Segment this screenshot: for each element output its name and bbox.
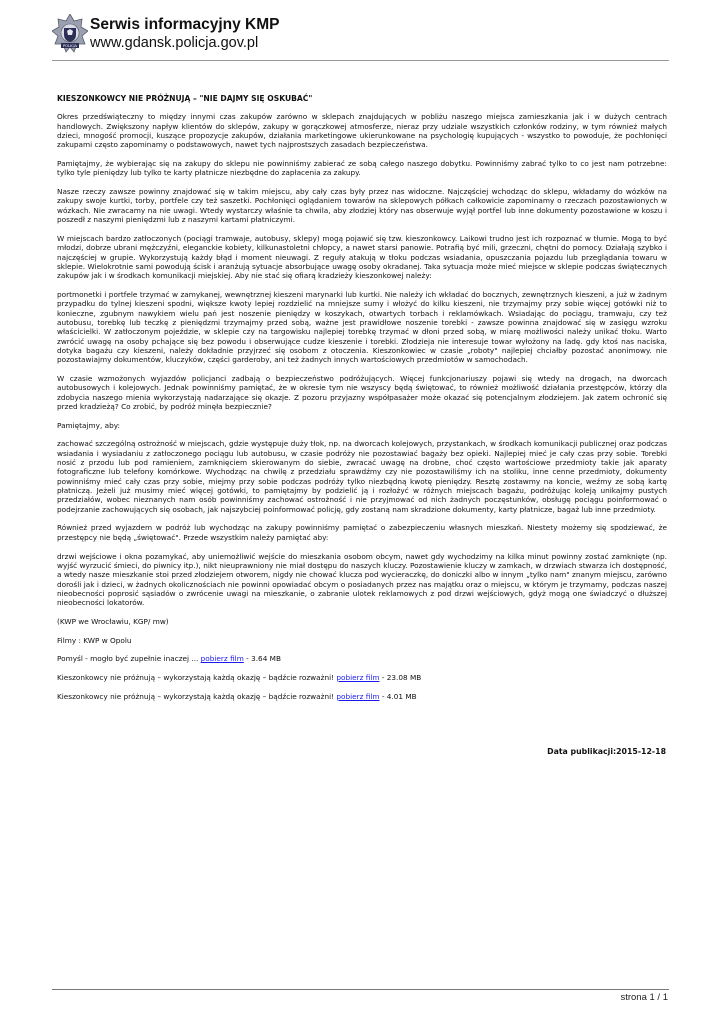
download-title: Pomyśl - mogło być zupełnie inaczej ... — [57, 654, 201, 664]
publication-date: Data publikacji:2015-12-18 — [547, 747, 666, 756]
source-credit: (KWP we Wrocławiu, KGP/ mw) — [57, 616, 169, 626]
films-credit: Filmy : KWP w Opolu — [57, 635, 132, 645]
download-size: - 4.01 MB — [379, 691, 417, 701]
download-line — [57, 654, 667, 663]
download-line — [57, 673, 667, 682]
page-number: strona 1 / 1 — [620, 992, 668, 1003]
site-url: www.gdansk.policja.gov.pl — [90, 35, 259, 51]
paragraph: drzwi wejściowe i okna pozamykać, aby uniemożliwić wejście do mieszkania osobom obcym, nawet gdy wychodzimy na kilka minut powinny zostać zamknięte (np. wyjść wyrzucić śmieci, do piwnicy itp.), nikt nieuprawniony nie miał dostępu do naszych kluczy. Pozostawienie kluczy w zamkach, w drzwiach stwarza ich dostępność, a wtedy nasze mieszkanie stoi przed złodziejem otworem, nigdy nie chować klucza pod wycieraczkę, do doniczki albo w innym „tylko nam" znanym miejscu, zarówno dorośli jak i dzieci, w żadnych okolicznościach nie powinni opowiadać obcym o posiadanych przez nas majątku oraz o miejscu, w którym je trzymamy, podczas naszej nieobecności poprosić sąsiadów o zwrócenie uwagi na mieszkanie, o zabranie ulotek reklamowych z pod drzwi wejściowych, gdyż mogą one świadczyć o dłuższej nieobecności lokatorów. — [57, 551, 667, 608]
article-body — [57, 94, 667, 710]
site-title: Serwis informacyjny KMP — [90, 16, 280, 33]
download-film-link[interactable]: pobierz film — [336, 691, 380, 701]
paragraph: Okres przedświąteczny to między innymi czas zakupów zarówno w sklepach znajdujących w pobliżu naszego miejsca zamieszkania jak i w dużych centrach handlowych. Zwiększony napływ klientów do sklepów, zakupy w gorączkowej atmosferze, nieraz przy udziale wszystkich członków rodziny, w tym również małych dzieci, mnogość promocji, kuszące propozycje zakupów, działania marketingowe ukierunkowane na psychologię kupujących - wszystko to powoduje, że pochłonięci zakupami często zapominamy o podstawowych, nawet tych najprostszych zasadach bezpieczeństwa. — [57, 112, 667, 150]
download-title: Kieszonkowcy nie próżnują – wykorzystają każdą okazję – bądźcie rozważni! — [57, 691, 337, 701]
paragraph: Nasze rzeczy zawsze powinny znajdować się w takim miejscu, aby cały czas były przez nas widoczne. Najczęściej wchodząc do sklepu, wkładamy do wózków na zakupy swoje kurtki, torby, portfele czy też saszetki. Pochłonięci oglądaniem towarów na sklepowych półkach całkowicie zapominamy o rzeczach pozostawionych w wózkach. Nie zwracamy na nie uwagi. Wtedy wystarczy właśnie ta chwila, aby złodziej który nas obserwuje wyjął portfel lub inne dokumenty pozostawione w koszu i poszedł z naszymi pieniędzmi lub z naszymi kartami płatniczymi. — [57, 187, 667, 225]
download-size: - 23.08 MB — [379, 672, 422, 682]
download-title: Kieszonkowcy nie próżnują – wykorzystają każdą okazję – bądźcie rozważni! — [57, 672, 337, 682]
paragraph: Pamiętajmy, że wybierając się na zakupy do sklepu nie powinniśmy zabierać ze sobą całego naszego dobytku. Powinniśmy zabrać tylko to co jest nam potrzebne: tylko tyle pieniędzy lub tylko te karty płatnicze niezbędne do zapłacenia za zakupy. — [57, 159, 667, 178]
paragraph: W czasie wzmożonych wyjazdów policjanci zadbają o bezpieczeństwo podróżujących. Więcej funkcjonariuszy pojawi się wtedy na drogach, na dworcach autobusowych i kolejowych. Jednak powinniśmy pamiętać, że w okresie tym nie wszyscy będą świętować, to również możliwość działania przestępców, którzy dla zdobycia naszego mienia wykorzystają nadarzające się okazje. Z pozoru przyjazny współpasażer może okazać się potencjalnym złodziejem. Jak zatem ochronić się przed kradzieżą? Co zrobić, by podróż minęła bezpiecznie? — [57, 373, 667, 411]
download-size: - 3.64 MB — [243, 654, 281, 664]
paragraph: W miejscach bardzo zatłoczonych (pociągi tramwaje, autobusy, sklepy) mogą pojawić się tzw. kieszonkowcy. Laikowi trudno jest ich rozpoznać w tłumie. Mogą to być młodzi, dobrze ubrani mężczyźni, eleganckie kobiety, kilkunastoletni chłopcy, a nawet starsi panowie. Potrafią być mili, grzeczni, chętni do pomocy. Działają szybko i najczęściej w grupie. Wykorzystują każdy błąd i moment nieuwagi. Z reguły atakują w tłoku podczas wsiadania, opuszczania pojazdu lub przeglądania towaru w sklepie. Wielokrotnie sami powodują ścisk i aranżują sytuacje absorbujące uwagę osoby okradanej. Taka sytuacja może mieć miejsce w sklepie podczas świątecznych zakupów jak i w środkach komunikacji miejskiej. Aby nie stać się ofiarą kradzieży kieszonkowej należy: — [57, 233, 667, 281]
paragraph: portmonetki i portfele trzymać w zamykanej, wewnętrznej kieszeni marynarki lub kurtki. Nie należy ich wkładać do bocznych, zewnętrznych kieszeni, a już w żadnym przypadku do tylnej kieszeni spodni, większe kwoty lepiej rozdzielić na mniejsze sumy i włożyć do kilku kieszeni, nie trzymajmy przy sobie więcej gotówki niż to konieczne, zgubnym nawykiem wielu pań jest noszenie pieniędzy w koszykach, otwartych torbach i reklamówkach. Wsiadając do pociągu, tramwaju, czy też autobusu, torebkę lub teczkę z pieniędzmi trzymajmy przed sobą, ważne jest prawidłowe noszenie torebki - zawsze powinna znajdować się w zasięgu wzroku właścicielki. W zatłoczonym pojeździe, w sklepie czy na targowisku najlepiej torebkę trzymać w dłoni przed sobą, w miarę możliwości należy unikać tłoku. Warto zwrócić uwagę na osoby pchające się bez powodu i obserwujące cudze kieszenie i torebki. Złodzieja nie interesuje towar wyłożony na ladę. gdy ktoś nas naciska, dotyka bagażu czy kieszeni, należy dokładnie przyjrzeć się osobom z otoczenia. Kieszonkowiec w czasie „roboty" najlepiej chciałby pozostać anonimowy. nie pozostawiajmy dokumentów, kluczyków, części garderoby, ani też żadnych innych wartościowych przedmiotów w samochodach. — [57, 289, 667, 365]
paragraph: Również przed wyjazdem w podróż lub wychodząc na zakupy powinniśmy pamiętać o zabezpieczeniu własnych mieszkań. Niestety możemy się spodziewać, że przestępcy nie będą „świętować". Przede wszystkim należy pamiętać aby: — [57, 523, 667, 542]
download-film-link[interactable]: pobierz film — [336, 672, 380, 682]
footer-divider — [52, 989, 669, 990]
logo-text: POLICJA — [62, 44, 78, 48]
article-title: KIESZONKOWCY NIE PRÓŻNUJĄ – "NIE DAJMY SIĘ OSKUBAĆ" — [57, 94, 313, 103]
paragraph: Pamiętajmy, aby: — [57, 420, 120, 430]
police-star-badge-icon — [52, 14, 88, 54]
site-header — [52, 14, 672, 58]
paragraph: zachować szczególną ostrożność w miejscach, gdzie występuje duży tłok, np. na dworcach kolejowych, przystankach, w środkach komunikacji publicznej oraz podczas wsiadania i wysiadaniu z zatłoczonego pociągu lub autobusu, w czasie podróży nie pozostawiać bagaży bez opieki. Najlepiej mieć je cały czas przy sobie. Torebki nosić z przodu lub pod ramieniem, zamknięciem skierowanym do siebie, zwracać uwagę na drobne, choć często wartościowe przedmioty takie jak aparaty fotograficzne lub telefony komórkowe. Wychodząc na chwilę z przedziału sprawdźmy czy nie pozostawiliśmy ich na stoliku, inne cenne przedmioty, dokumenty powinniśmy mieć cały czas przy sobie, miejmy przy sobie podczas podróży tylko niezbędną kwotę pieniędzy. Resztę zostawmy na koncie, weźmy ze sobą kartę płatniczą. Jeżeli już musimy mieć więcej gotówki, to pamiętajmy by podzielić ją i rozłożyć w różnych miejscach bagażu, podróżując koleją unikajmy pustych przedziałów, wobec nieznanych nam osób powinniśmy zachować ostrożność i nie przyjmować od nich żadnych poczęstunków, obsługę pociągu poinformować o podejrzanie zachowujących się osobach, jak najszybciej poinformować policję, gdy zostaną nam skradzione dokumenty, karty płatnicze, bagaż lub inne przedmioty. — [57, 439, 667, 514]
download-line — [57, 692, 667, 701]
header-divider — [52, 60, 669, 61]
download-film-link[interactable]: pobierz film — [200, 654, 244, 664]
